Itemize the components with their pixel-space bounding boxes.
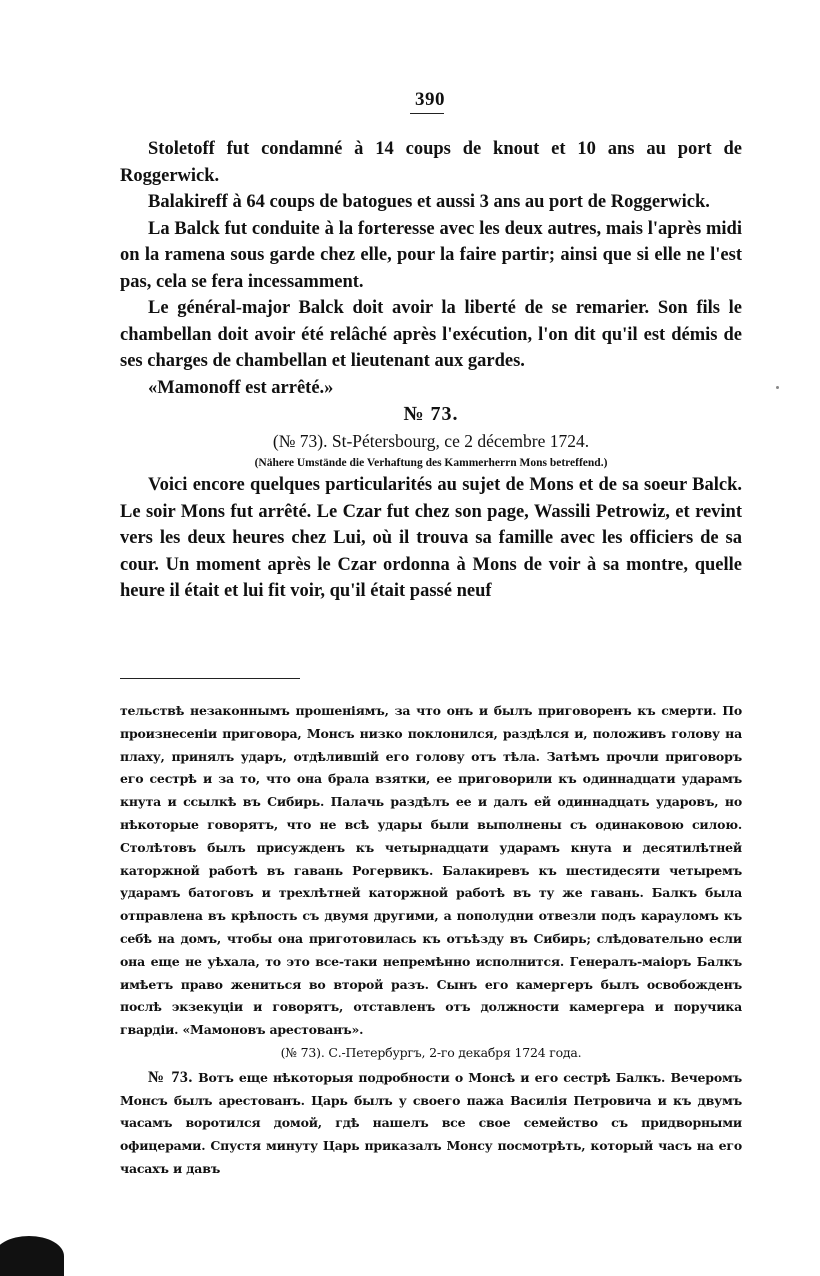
section-heading: № 73. [403,403,459,425]
french-text [120,136,742,605]
page-number-rule [410,113,444,114]
paragraph-mamonoff: «Mamonoff est arrêté.» [148,377,334,398]
paragraph-stoletoff: Stoletoff fut condamné à 14 coups de knout et 10 ans au port de Roggerwick. [120,139,742,186]
russian-continuation: тельствѣ незаконнымъ прошеніямъ, за что онъ и былъ приговоренъ къ смерти. По произнесеніи приговора, Монсъ низко поклонился, раздѣлся и, положивъ голову на плаху, принялъ ударъ, отдѣлившій его голову отъ тѣла. Затѣмъ прочли приговоръ его сестрѣ и за то, что она брала взятки, ее приговорили къ одиннадцати ударамъ кнута и ссылкѣ въ Сибирь. Палачь раздѣлъ ее и далъ ей одиннадцать ударовъ, но нѣкоторые говорятъ, что не всѣ удары были выполнены съ одинаковою силою. Столѣтовъ былъ присужденъ къ четырнадцати ударамъ кнута и десятилѣтней каторжной работѣ въ гавань Рогервикъ. Балакиревъ къ шестидесяти четыремъ ударамъ батоговъ и трехлѣтней каторжной работѣ въ ту же гавань. Балкъ была отправлена въ крѣпость съ двумя другими, а пополудни отвезли подъ карауломъ къ себѣ на домъ, чтобы она приготовилась къ отъѣзду въ Сибирь; слѣдовательно если она еще не уѣхала, то это все-таки непремѣнно исполнится. Генералъ-маіоръ Балкъ имѣетъ право жениться во второй разъ. Сынъ его камергеръ былъ освобожденъ послѣ экзекуціи и говорятъ, отставленъ отъ должности камергера и поручика гвардіи. «Мамоновъ арестованъ». [120,703,742,1038]
russian-translation [120,700,742,1181]
scan-speck [776,386,779,389]
page-number: 390 [415,89,445,110]
letter-subnote: (Nähere Umstände die Verhaftung des Kammerherrn Mons betreffend.) [254,457,608,469]
russian-dateline: (№ 73). С.-Петербургъ, 2-го декабря 1724 года. [280,1044,582,1060]
scan-corner-mark [0,1236,64,1276]
russian-letter-body [120,1067,742,1181]
paragraph-balakireff: Balakireff à 64 coups de batogues et aussi 3 ans au port de Roggerwick. [148,192,710,212]
paragraph-general-major: Le général-major Balck doit avoir la liberté de se remarier. Son fils le chambellan doit avoir été relâché après l'exécution, l'on dit qu'il est démis de ses charges de chambellan et lieutenant aux gardes. [120,298,742,371]
russian-section-number: № 73. [148,1068,193,1086]
letter-dateline: (№ 73). St-Pétersbourg, ce 2 décembre 1724. [272,430,590,451]
russian-body-text: Вотъ еще нѣкоторыя подробности о Монсѣ и его сестрѣ Балкъ. Вечеромъ Монсъ былъ арестованъ. Царь былъ у своего пажа Василія Петровича и къ двумъ часамъ воротился домой, гдѣ нашелъ все свое семейство съ придворными офицерами. Спустя минуту Царь приказалъ Монсу посмотрѣть, который часъ на его часахъ и давъ [120,1069,743,1176]
paragraph-balck: La Balck fut conduite à la forteresse avec les deux autres, mais l'après midi on la ramena sous garde chez elle, pour la faire partir; ainsi que si elle ne l'est pas, cela se fera incessamment. [120,218,742,292]
letter-body: Voici encore quelques particularités au sujet de Mons et de sa soeur Balck. Le soir Mons fut arrêté. Le Czar fut chez son page, Wassili Petrowiz, et revint vers les deux heures chez Lui, où il trouva sa famille avec les officiers de sa cour. Un moment après le Czar ordonna à Mons de voir à sa montre, quelle heure il était et lui fit voir, qu'il était passé neuf [120,475,742,601]
footnote-rule [120,678,300,679]
